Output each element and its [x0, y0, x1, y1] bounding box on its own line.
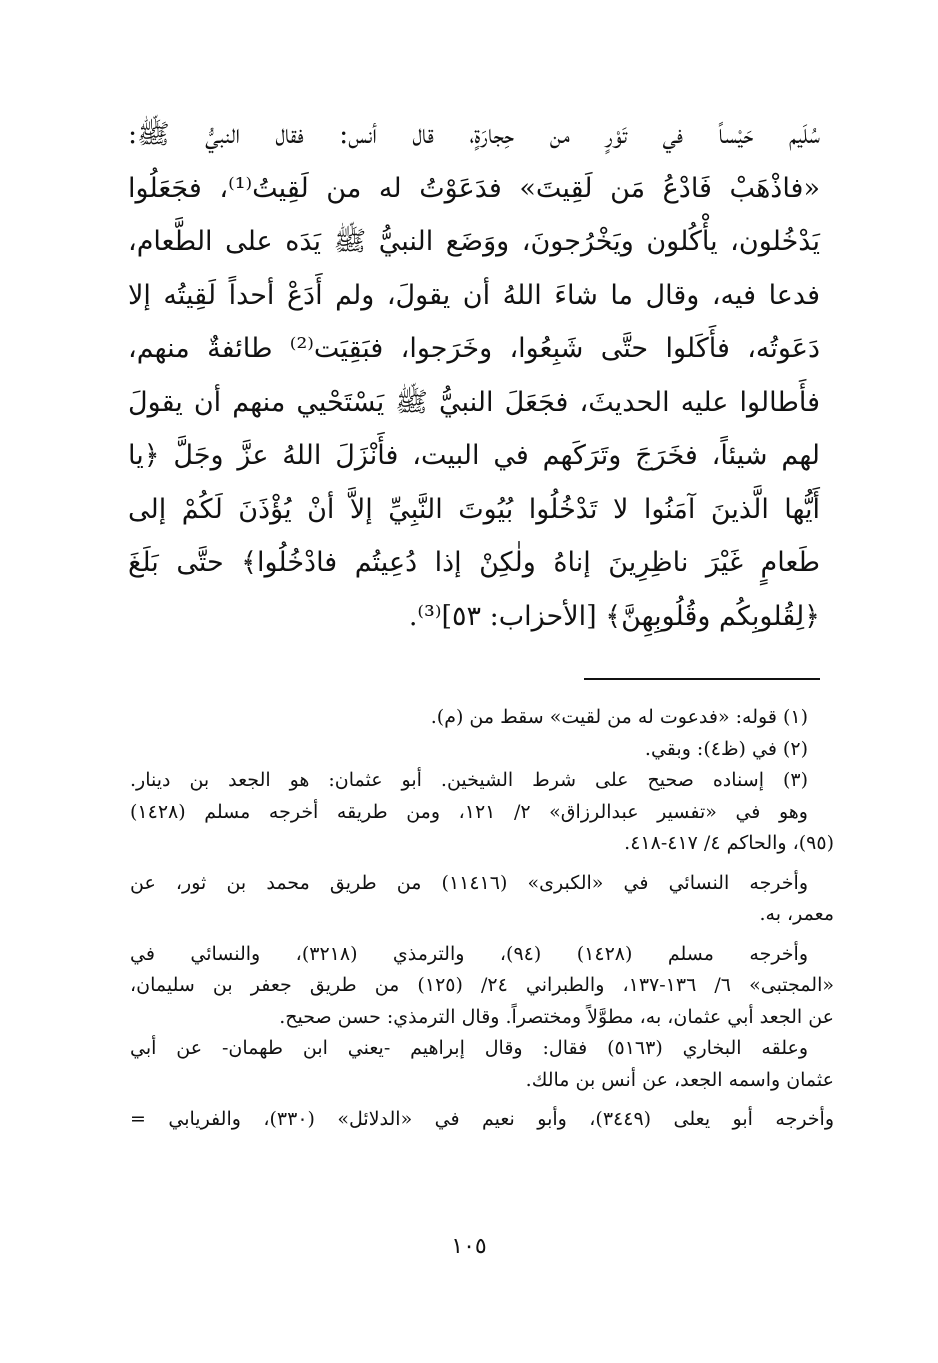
footnote-line: (٩٥)، والحاكم ٤/ ٤١٧-٤١٨. — [624, 832, 834, 854]
footnote-gap — [130, 860, 834, 868]
footnote-line: عن الجعد أبي عثمان، به، مطوَّلاً ومختصراً. وقال الترمذي: حسن صحيح. — [279, 1005, 834, 1028]
footnotes-section — [130, 702, 834, 1136]
main-text-line: سُلَيم حَيْساً في تَوْرٍ من حِجارَةٍ، قال أنس: فقال النبيُّ ﷺ: — [128, 119, 820, 150]
footnote-line: وأخرجه النسائي في «الكبرى» (١١٤١٦) من طريق محمد بن ثور، عن — [130, 871, 808, 894]
footnote-line: وعلقه البخاري (٥١٦٣) فقال: وقال إبراهيم -يعني ابن طهمان- عن أبي — [130, 1037, 808, 1059]
main-text-line: فدعا فيه، وقال ما شاءَ اللهُ أن يقولَ، ولم أَدَعْ أحداً لَقِيتُه إلا — [128, 279, 820, 311]
page-number: ١٠٥ — [451, 1234, 487, 1259]
main-text-line: ﴿لِقُلوبِكُم وقُلُوبِهِنَّ﴾ [الأحزاب: ٥٣]⁽³⁾. — [408, 600, 820, 632]
main-text-line: أَيُّها الَّذينَ آمَنُوا لا تَدْخُلُوا بُيُوتَ النَّبِيِّ إلاَّ أنْ يُؤْذَنَ لَكُمْ إلى — [128, 493, 820, 525]
footnote-gap — [130, 931, 834, 939]
footnote-line: «المجتبى» ٦/ ١٣٦-١٣٧، والطبراني ٢٤/ (١٢٥) من طريق جعفر بن سليمان، — [130, 974, 834, 996]
footnote-separator — [584, 678, 820, 680]
main-text-line: يَدْخُلون، يأْكُلون ويَخْرُجونَ، ووَضَع النبيُّ ﷺ يَدَه على الطَّعام، — [128, 226, 820, 257]
footnote-line: وأخرجه مسلم (١٤٢٨) (٩٤)، والترمذي (٣٢١٨)، والنسائي في — [130, 942, 808, 965]
footnote-2: (٢) في (ظ٤): وبقي. — [644, 737, 808, 760]
footnote-line: عثمان واسمه الجعد، عن أنس بن مالك. — [525, 1068, 834, 1091]
main-text-line: «فاذْهَبْ فَادْعُ مَن لَقِيتَ» فدَعَوْتُ له من لَقِيتُ⁽¹⁾، فجَعَلُوا — [128, 172, 820, 204]
main-text-line: لهم شيئاً، فخَرَجَ وتَرَكَهم في البيت، فأَنْزَلَ اللهُ عزَّ وجَلَّ ﴿يا — [128, 440, 820, 471]
footnote-line: معمر، به. — [759, 903, 834, 925]
main-text-line: فأَطالوا عليه الحديثَ، فجَعَلَ النبيُّ ﷺ يَسْتَحْيي منهم أن يقولَ — [128, 386, 820, 418]
footnote-gap — [130, 1096, 834, 1104]
main-body-text — [128, 108, 820, 643]
footnote-line: وأخرجه أبو يعلى (٣٤٤٩)، وأبو نعيم في «الدلائل» (٣٣٠)، والفريابي = — [130, 1108, 834, 1130]
footnote-1: (١) قوله: «فدعوت له من لقيت» سقط من (م). — [430, 706, 808, 728]
main-text-line: طَعامٍ غَيْرَ ناظِرِينَ إناهُ ولٰكِنْ إذا دُعِيتُم فادْخُلُوا﴾ حتَّى بَلَغَ — [128, 547, 820, 578]
main-text-line: دَعَوتُه، فأَكَلوا حتَّى شَبِعُوا، وخَرَجوا، فبَقِيَت⁽²⁾ طائفةٌ منهم، — [128, 333, 820, 364]
footnote-line: وهو في «تفسير عبدالرزاق» ٢/ ١٢١، ومن طريقه أخرجه مسلم (١٤٢٨) — [130, 800, 808, 823]
footnote-3: (٣) إسناده صحيح على شرط الشيخين. أبو عثمان: هو الجعد بن دينار. — [130, 769, 808, 791]
